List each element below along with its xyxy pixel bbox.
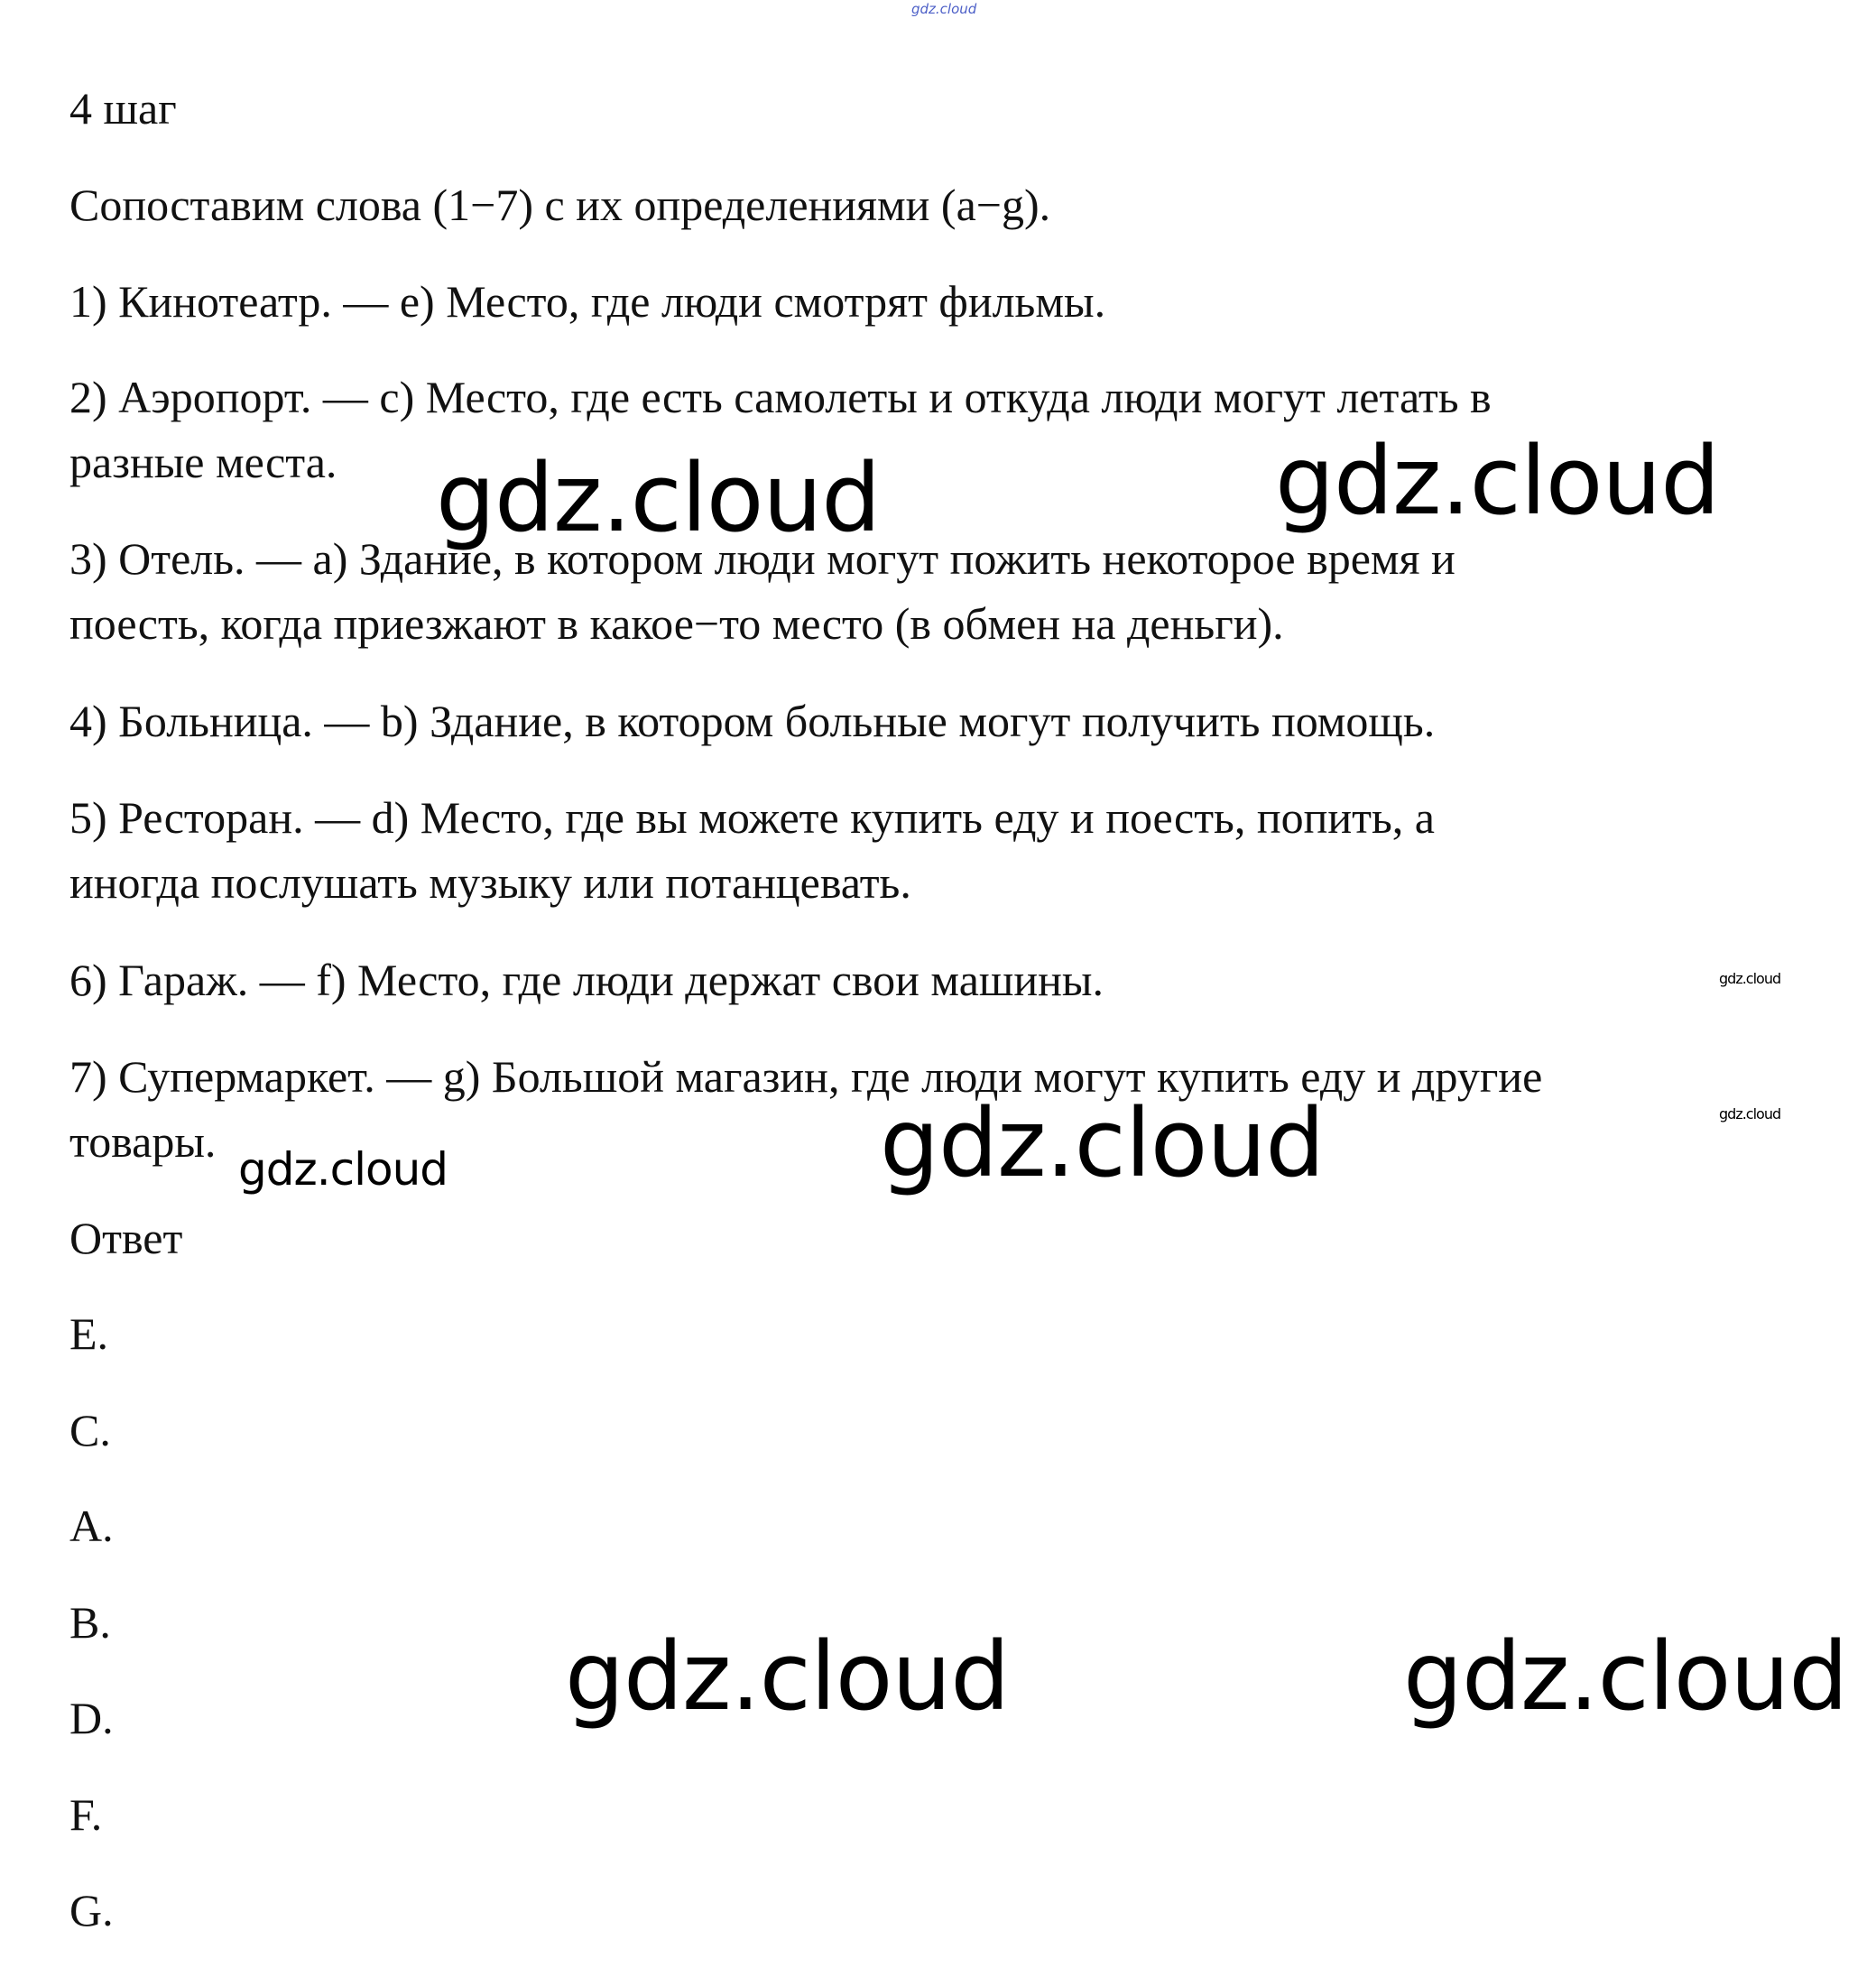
watermark: gdz.cloud [238,1143,448,1196]
item-2-line-1: 2) Аэропорт. — c) Место, где есть самолеты и откуда люди могут летать в [69,372,1492,422]
watermark: gdz.cloud [1403,1621,1848,1732]
answer-1: E. [69,1308,109,1359]
watermark-top: gdz.cloud [911,1,977,17]
watermark: gdz.cloud [1275,426,1720,536]
answer-5: D. [69,1693,114,1743]
step-title: 4 шаг [69,83,177,134]
item-1-line-1: 1) Кинотеатр. — e) Место, где люди смотрят фильмы. [69,276,1106,327]
item-2-line-2: разные места. [69,437,337,487]
instruction: Сопоставим слова (1−7) с их определениями (a−g). [69,180,1051,230]
watermark: gdz.cloud [436,443,881,553]
watermark: gdz.cloud [880,1088,1325,1198]
answer-4: B. [69,1597,111,1648]
item-7-line-2: товары. [69,1116,217,1167]
watermark: gdz.cloud [1719,970,1781,987]
item-5-line-2: иногда послушать музыку или потанцевать. [69,857,911,908]
watermark: gdz.cloud [1719,1105,1781,1122]
watermark: gdz.cloud [565,1621,1010,1732]
item-6-line-1: 6) Гараж. — f) Место, где люди держат свои машины. [69,955,1104,1005]
item-7-line-1: 7) Супермаркет. — g) Большой магазин, где люди могут купить еду и другие [69,1051,1543,1102]
item-3-line-1: 3) Отель. — a) Здание, в котором люди могут пожить некоторое время и [69,533,1456,584]
item-5-line-1: 5) Ресторан. — d) Место, где вы можете купить еду и поесть, попить, а [69,792,1435,843]
item-3-line-2: поесть, когда приезжают в какое−то место (в обмен на деньги). [69,598,1284,649]
answer-3: A. [69,1501,114,1551]
item-4-line-1: 4) Больница. — b) Здание, в котором больные могут получить помощь. [69,696,1436,746]
answer-2: C. [69,1405,111,1455]
answer-label: Ответ [69,1213,183,1263]
answer-7: G. [69,1885,114,1935]
answer-6: F. [69,1789,103,1840]
